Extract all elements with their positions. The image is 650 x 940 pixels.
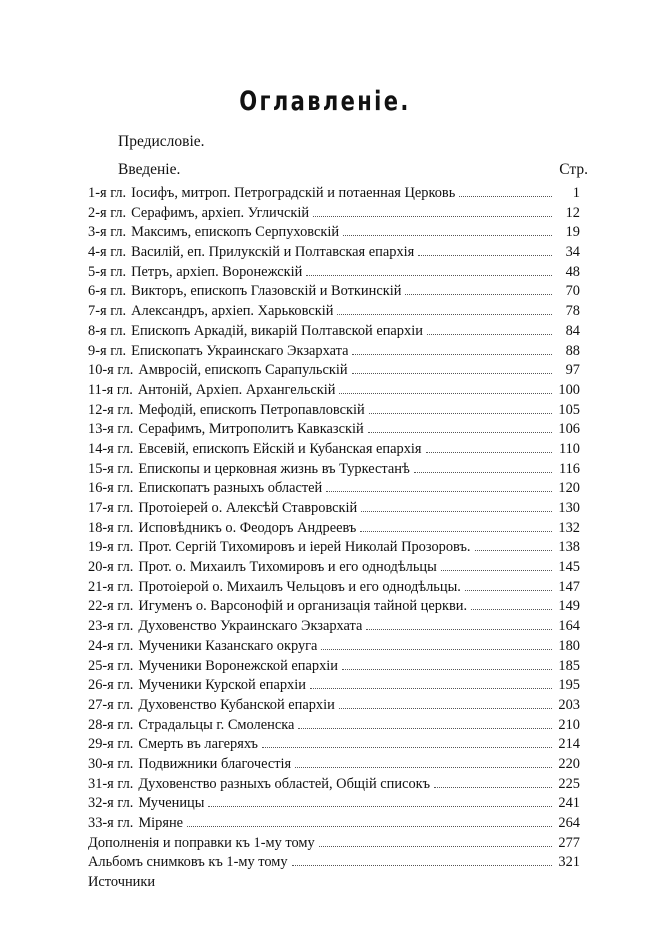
toc-row [88, 204, 580, 224]
chapter-title: Духовенство Кубанской епархіи [138, 696, 335, 713]
toc-row [88, 420, 580, 440]
leader-dots [337, 314, 552, 315]
leader-dots [434, 787, 552, 788]
chapter-number: 29-я гл. [88, 736, 134, 753]
chapter-number: 22-я гл. [88, 598, 134, 615]
chapter-number: 5-я гл. [88, 263, 127, 280]
toc-row [88, 184, 580, 204]
toc-row [88, 401, 580, 421]
toc-row [88, 361, 580, 381]
toc-row [88, 558, 580, 578]
page-column-header: Стр. [559, 161, 588, 178]
leader-dots [360, 531, 552, 532]
page-number: 100 [558, 381, 580, 398]
chapter-title: Серафимъ, архіеп. Угличскій [131, 204, 310, 221]
page-number: 120 [558, 480, 580, 497]
chapter-number: 2-я гл. [88, 204, 127, 221]
chapter-title: Іосифъ, митроп. Петроградскій и потаенная Церковь [131, 185, 456, 201]
toc-row [88, 755, 580, 775]
leader-dots [292, 865, 552, 866]
leader-dots [339, 708, 552, 709]
page-number: 97 [565, 362, 580, 379]
leader-dots [343, 235, 552, 236]
chapter-title: Василій, еп. Прилукскій и Полтавская епархія [131, 244, 415, 261]
chapter-number: 9-я гл. [88, 342, 127, 359]
chapter-title: Исповѣдникъ о. Феодоръ Андреевъ [138, 519, 357, 536]
toc-row [88, 578, 580, 598]
chapter-title: Страдальцы г. Смоленска [138, 716, 295, 733]
page-number: 185 [558, 657, 580, 674]
chapter-number: 21-я гл. [88, 578, 134, 595]
chapter-number: 12-я гл. [88, 401, 134, 418]
chapter-title: Епископатъ разныхъ областей [138, 480, 323, 497]
toc-row [88, 735, 580, 755]
toc-row [88, 223, 580, 243]
leader-dots [321, 649, 552, 650]
chapter-title: Викторъ, епископъ Глазовскій и Воткинскій [131, 283, 402, 300]
page-number: 110 [558, 440, 580, 457]
page-number: 130 [558, 500, 580, 516]
chapter-number: 30-я гл. [88, 755, 134, 772]
toc-row [88, 381, 580, 401]
page-number: 12 [565, 204, 580, 221]
chapter-number: 11-я гл. [88, 381, 133, 398]
toc-row [88, 775, 580, 795]
leader-dots [366, 629, 552, 630]
appendix-title: Альбомъ снимковъ къ 1-му тому [88, 854, 288, 871]
toc-row [88, 519, 580, 539]
chapter-title: Мефодій, епископъ Петропавловскій [138, 401, 365, 418]
page-number: 19 [565, 224, 580, 241]
page-number: 105 [558, 401, 580, 418]
leader-dots [262, 747, 552, 748]
page-number: 241 [558, 795, 580, 812]
toc-row [88, 637, 580, 657]
leader-dots [459, 196, 552, 197]
page-number: 116 [558, 460, 580, 477]
chapter-title: Протоіерей о. Алексѣй Ставровскій [138, 500, 358, 516]
leader-dots [342, 669, 552, 670]
leader-dots [208, 806, 552, 807]
leader-dots [368, 432, 552, 433]
page-number: 78 [565, 303, 580, 320]
chapter-title: Духовенство разныхъ областей, Общій списокъ [138, 775, 431, 792]
chapter-title: Серафимъ, Митрополитъ Кавказскій [138, 421, 364, 438]
chapter-number: 4-я гл. [88, 244, 127, 261]
chapter-number: 27-я гл. [88, 696, 134, 713]
chapter-title: Прот. о. Михаилъ Тихомировъ и его однодѣльцы [138, 559, 437, 576]
chapter-title: Смерть въ лагеряхъ [138, 736, 258, 753]
page-number: 203 [558, 696, 580, 713]
chapter-title: Антоній, Архіеп. Архангельскій [137, 381, 336, 398]
page-number: 88 [565, 342, 580, 359]
chapter-number: 26-я гл. [88, 677, 134, 694]
chapter-number: 7-я гл. [88, 303, 127, 320]
chapter-number: 17-я гл. [88, 500, 134, 516]
chapter-number: 33-я гл. [88, 815, 134, 831]
chapter-number: 3-я гл. [88, 224, 127, 241]
chapter-title: Максимъ, епископъ Серпуховскій [131, 224, 340, 241]
chapter-title: Епископъ Аркадій, викарій Полтавской епархіи [131, 322, 423, 339]
page-number: 106 [558, 421, 580, 438]
table-of-contents [88, 184, 580, 893]
page-number: 149 [558, 598, 580, 615]
chapter-title: Епископатъ Украинскаго Экзархата [131, 342, 349, 359]
chapter-title: Евсевій, епископъ Ейскій и Кубанская епархія [138, 440, 422, 457]
page-number: 225 [558, 775, 580, 792]
leader-dots [418, 255, 552, 256]
chapter-title: Подвижники благочестія [138, 755, 292, 772]
toc-row [88, 460, 580, 480]
toc-row [88, 342, 580, 362]
page-number: 145 [558, 559, 580, 576]
toc-row [88, 538, 580, 558]
page-number: 321 [558, 854, 580, 871]
leader-dots [475, 550, 552, 551]
leader-dots [352, 373, 552, 374]
leader-dots [306, 275, 552, 276]
page-number: 132 [558, 519, 580, 536]
chapter-number: 15-я гл. [88, 460, 134, 477]
page-title: Оглавленіе. [239, 86, 411, 117]
page-number: 210 [558, 716, 580, 733]
chapter-title: Александръ, архіеп. Харьковскій [131, 303, 334, 320]
leader-dots [427, 334, 552, 335]
chapter-number: 23-я гл. [88, 618, 134, 635]
toc-row [88, 853, 580, 873]
chapter-title: Міряне [138, 815, 184, 831]
chapter-number: 31-я гл. [88, 775, 134, 792]
page-number: 277 [558, 834, 580, 851]
page-number: 34 [565, 244, 580, 261]
leader-dots [369, 413, 552, 414]
page-number: 70 [565, 283, 580, 300]
page-number: 84 [565, 322, 580, 339]
appendix-title: Источники [88, 874, 156, 891]
chapter-title: Мученики Воронежской епархіи [138, 657, 338, 674]
leader-dots [352, 354, 552, 355]
chapter-number: 24-я гл. [88, 637, 134, 654]
leader-dots [313, 216, 552, 217]
chapter-title: Духовенство Украинскаго Экзархата [138, 618, 363, 635]
chapter-number: 19-я гл. [88, 539, 134, 556]
page-number: 48 [565, 263, 580, 280]
chapter-number: 6-я гл. [88, 283, 127, 300]
chapter-number: 14-я гл. [88, 440, 134, 457]
toc-row [88, 243, 580, 263]
chapter-number: 25-я гл. [88, 657, 134, 674]
toc-row [88, 499, 580, 519]
toc-row [88, 302, 580, 322]
toc-row [88, 282, 580, 302]
chapter-number: 18-я гл. [88, 519, 134, 536]
toc-row [88, 814, 580, 834]
chapter-title: Епископы и церковная жизнь въ Туркестанѣ [138, 460, 410, 477]
toc-row [88, 263, 580, 283]
toc-row [88, 716, 580, 736]
leader-dots [414, 472, 552, 473]
page-number: 138 [558, 539, 580, 556]
leader-dots [361, 511, 552, 512]
toc-row [88, 597, 580, 617]
chapter-title: Амвросій, епископъ Сарапульскій [138, 362, 348, 379]
leader-dots [326, 491, 552, 492]
chapter-number: 28-я гл. [88, 716, 134, 733]
page-number: 147 [558, 578, 580, 595]
page-number: 164 [558, 618, 580, 635]
toc-row [88, 479, 580, 499]
page-number: 214 [558, 736, 580, 753]
toc-row [88, 696, 580, 716]
page-number: 220 [558, 755, 580, 772]
chapter-number: 13-я гл. [88, 421, 134, 438]
leader-dots [465, 590, 552, 591]
leader-dots [405, 294, 552, 295]
introduction-entry: Введеніе. [118, 161, 181, 178]
leader-dots [310, 688, 552, 689]
toc-row [88, 657, 580, 677]
chapter-title: Мученики Курской епархіи [138, 677, 306, 694]
leader-dots [339, 393, 552, 394]
leader-dots [426, 452, 552, 453]
leader-dots [441, 570, 552, 571]
chapter-title: Мученицы [138, 795, 205, 812]
chapter-number: 16-я гл. [88, 480, 134, 497]
chapter-title: Прот. Сергій Тихомировъ и іерей Николай Прозоровъ. [138, 539, 471, 556]
toc-row [88, 322, 580, 342]
toc-row [88, 834, 580, 854]
leader-dots [298, 728, 552, 729]
toc-row [88, 794, 580, 814]
chapter-number: 8-я гл. [88, 322, 127, 339]
page-number: 264 [558, 815, 580, 831]
chapter-title: Игуменъ о. Варсонофій и организація тайной церкви. [138, 598, 468, 615]
page-number: 180 [558, 637, 580, 654]
toc-row [88, 676, 580, 696]
leader-dots [319, 846, 552, 847]
chapter-number: 10-я гл. [88, 362, 134, 379]
appendix-title: Дополненія и поправки къ 1-му тому [88, 834, 315, 851]
leader-dots [471, 609, 552, 610]
toc-row [88, 617, 580, 637]
toc-row [88, 440, 580, 460]
chapter-title: Протоіерой о. Михаилъ Чельцовъ и его однодѣльцы. [138, 578, 461, 595]
preface-entry: Предисловіе. [118, 133, 205, 150]
chapter-title: Мученики Казанскаго округа [138, 637, 318, 654]
toc-row [88, 873, 580, 893]
page-number: 1 [572, 185, 580, 201]
page-number: 195 [558, 677, 580, 694]
chapter-number: 1-я гл. [88, 185, 127, 201]
chapter-number: 20-я гл. [88, 559, 134, 576]
leader-dots [295, 767, 552, 768]
leader-dots [187, 826, 552, 827]
chapter-number: 32-я гл. [88, 795, 134, 812]
chapter-title: Петръ, архіеп. Воронежскій [131, 263, 303, 280]
